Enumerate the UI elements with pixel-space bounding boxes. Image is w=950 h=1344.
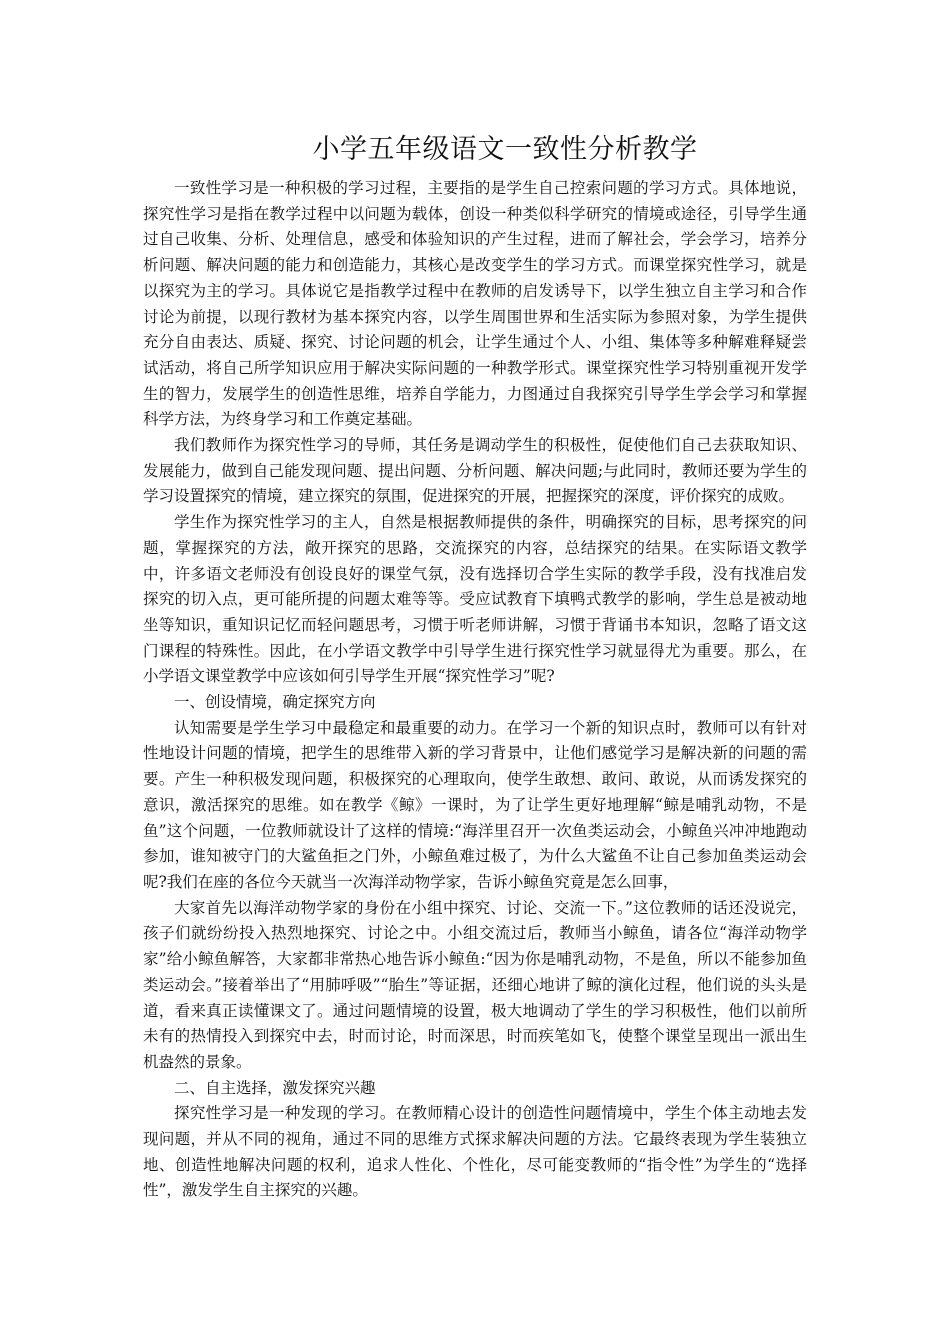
document-title: 小学五年级语文一致性分析教学 — [312, 134, 698, 165]
section-heading-2: 二、自主选择，激发探究兴趣 — [174, 1078, 376, 1097]
section-heading-1: 一、创设情境，确定探究方向 — [174, 693, 376, 712]
section1-paragraph-2: 大家首先以海洋动物学家的身份在小组中探究、讨论、交流一下。”这位教师的话还没说完，孩子们就纷纷投入热烈地探究、讨论之中。小组交流过后，教师当小鲸鱼，请各位“海洋动物学家”给小鲸鱼解答，大家都非常热心地告诉小鲸鱼:“因为你是哺乳动物，不是鱼，所以不能参加鱼类运动会。”接着举出了“用肺呼吸”“胎生”等证据，还细心地讲了鲸的演化过程，他们说的头头是道，看来真正读懂课文了。通过问题情境的设置，极大地调动了学生的学习积极性，他们以前所未有的热情投入到探究中去，时而讨论，时而深思，时而疾笔如飞，使整个课堂呈现出一派出生机盎然的景象。 — [143, 898, 807, 1071]
paragraph-intro-3: 学生作为探究性学习的主人，自然是根据教师提供的条件，明确探究的目标，思考探究的问题，掌握探究的方法，敞开探究的思路，交流探究的内容，总结探究的结果。在实际语文教学中，许多语文老师没有创设良好的课堂气氛，没有选择切合学生实际的教学手段，没有找准启发探究的切入点，更可能所提的问题太难等等。受应试教育下填鸭式教学的影响，学生总是被动地坐等知识，重知识记忆而轻问题思考，习惯于听老师讲解，习惯于背诵书本知识，忽略了语文这门课程的特殊性。因此，在小学语文教学中引导学生进行探究性学习就显得尤为重要。那么，在小学语文课堂教学中应该如何引导学生开展“探究性学习”呢? — [143, 513, 807, 686]
paragraph-intro-1: 一致性学习是一种积极的学习过程，主要指的是学生自己控索问题的学习方式。具体地说，探究性学习是指在教学过程中以问题为载体，创设一种类似科学研究的情境或途径，引导学生通过自己收集、分析、处理信息，感受和体验知识的产生过程，进而了解社会，学会学习，培养分析问题、解决问题的能力和创造能力，其核心是改变学生的学习方式。而课堂探究性学习，就是以探究为主的学习。具体说它是指教学过程中在教师的启发诱导下，以学生独立自主学习和合作讨论为前提，以现行教材为基本探究内容，以学生周围世界和生活实际为参照对象，为学生提供充分自由表达、质疑、探究、讨论问题的机会，让学生通过个人、小组、集体等多种解难释疑尝试活动，将自己所学知识应用于解决实际问题的一种教学形式。课堂探究性学习特别重视开发学生的智力，发展学生的创造性思维，培养自学能力，力图通过自我探究引导学生学会学习和掌握科学方法，为终身学习和工作奠定基础。 — [143, 179, 807, 429]
section1-paragraph-1: 认知需要是学生学习中最稳定和最重要的动力。在学习一个新的知识点时，教师可以有针对性地设计问题的情境，把学生的思维带入新的学习背景中，让他们感觉学习是解决新的问题的需要。产生一种积极发现问题，积极探究的心理取向，使学生敢想、敢问、敢说，从而诱发探究的意识，激活探究的思维。如在教学《鲸》一课时，为了让学生更好地理解“鲸是哺乳动物，不是鱼”这个问题，一位教师就设计了这样的情境:“海洋里召开一次鱼类运动会，小鲸鱼兴冲冲地跑动参加，谁知被守门的大鲨鱼拒之门外，小鲸鱼难过极了，为什么大鲨鱼不让自己参加鱼类运动会呢?我们在座的各位今天就当一次海洋动物学家，告诉小鲸鱼究竟是怎么回事， — [143, 718, 807, 891]
document-page — [143, 130, 807, 1204]
paragraph-intro-2: 我们教师作为探究性学习的导师，其任务是调动学生的积极性，促使他们自己去获取知识、发展能力，做到自己能发现问题、提出问题、分析问题、解决问题;与此同时，教师还要为学生的学习设置探究的情境，建立探究的氛围，促进探究的开展，把握探究的深度，评价探究的成败。 — [143, 436, 807, 506]
section2-paragraph-1: 探究性学习是一种发现的学习。在教师精心设计的创造性问题情境中，学生个体主动地去发现问题，并从不同的视角，通过不同的思维方式探求解决问题的方法。它最终表现为学生装独立地、创造性地解决问题的权利，追求人性化、个性化，尽可能变教师的“指令性”为学生的“选择性”，激发学生自主探究的兴趣。 — [143, 1104, 807, 1200]
